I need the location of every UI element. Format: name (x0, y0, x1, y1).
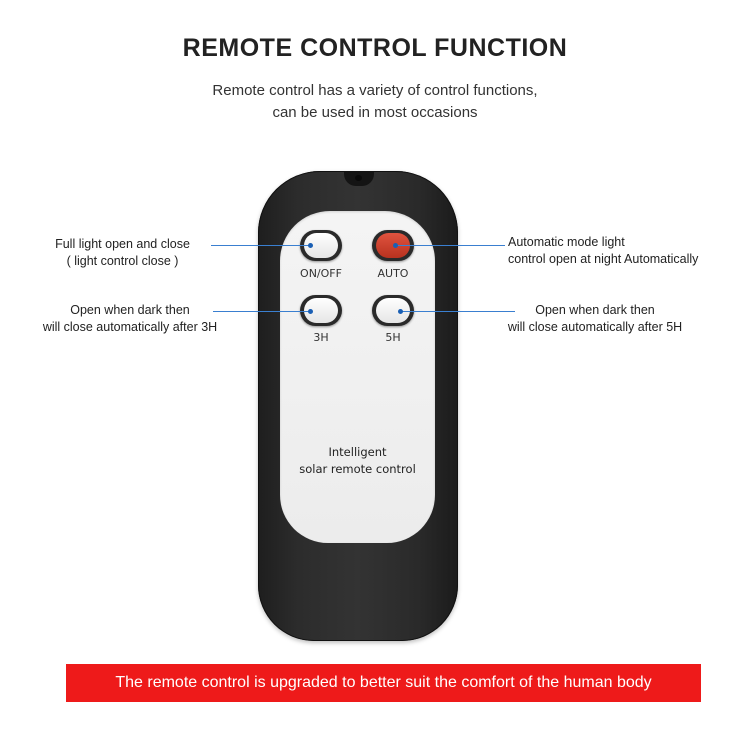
subtitle-line-1: Remote control has a variety of control functions, (212, 82, 538, 99)
callout-auto-line-2: control open at night Automatically (508, 252, 699, 266)
brand-line-1: Intelligent (328, 445, 387, 459)
promo-banner: The remote control is upgraded to better suit the comfort of the human body (66, 664, 701, 702)
remote-face-panel (280, 211, 435, 543)
brand-line-2: solar remote control (299, 462, 416, 476)
callout-3h-dot (308, 309, 313, 314)
callout-auto-line (395, 245, 505, 246)
ir-emitter-icon (355, 175, 362, 181)
callout-5h-line (400, 311, 515, 312)
page-subtitle (0, 80, 750, 124)
5h-button-label: 5H (385, 331, 401, 344)
auto-button-label: AUTO (377, 267, 409, 280)
callout-onoff-line (211, 245, 310, 246)
callout-onoff-line-2: ( light control close ) (66, 254, 179, 268)
callout-3h-line-1: Open when dark then (70, 303, 190, 317)
callout-3h (20, 302, 240, 336)
subtitle-line-2: can be used in most occasions (272, 104, 478, 121)
page-title: REMOTE CONTROL FUNCTION (182, 34, 568, 62)
callout-3h-line-2: will close automatically after 3H (42, 320, 218, 334)
onoff-button-label: ON/OFF (300, 267, 342, 280)
callout-5h (485, 302, 705, 336)
callout-onoff-dot (308, 243, 313, 248)
callout-3h-line (213, 311, 310, 312)
callout-5h-line-2: will close automatically after 5H (507, 320, 683, 334)
callout-onoff (30, 236, 215, 270)
callout-auto (508, 234, 733, 268)
callout-5h-line-1: Open when dark then (535, 303, 655, 317)
3h-button-label: 3H (313, 331, 329, 344)
callout-5h-dot (398, 309, 403, 314)
callout-auto-dot (393, 243, 398, 248)
callout-onoff-line-1: Full light open and close (55, 237, 190, 251)
callout-auto-line-1: Automatic mode light (508, 235, 625, 249)
